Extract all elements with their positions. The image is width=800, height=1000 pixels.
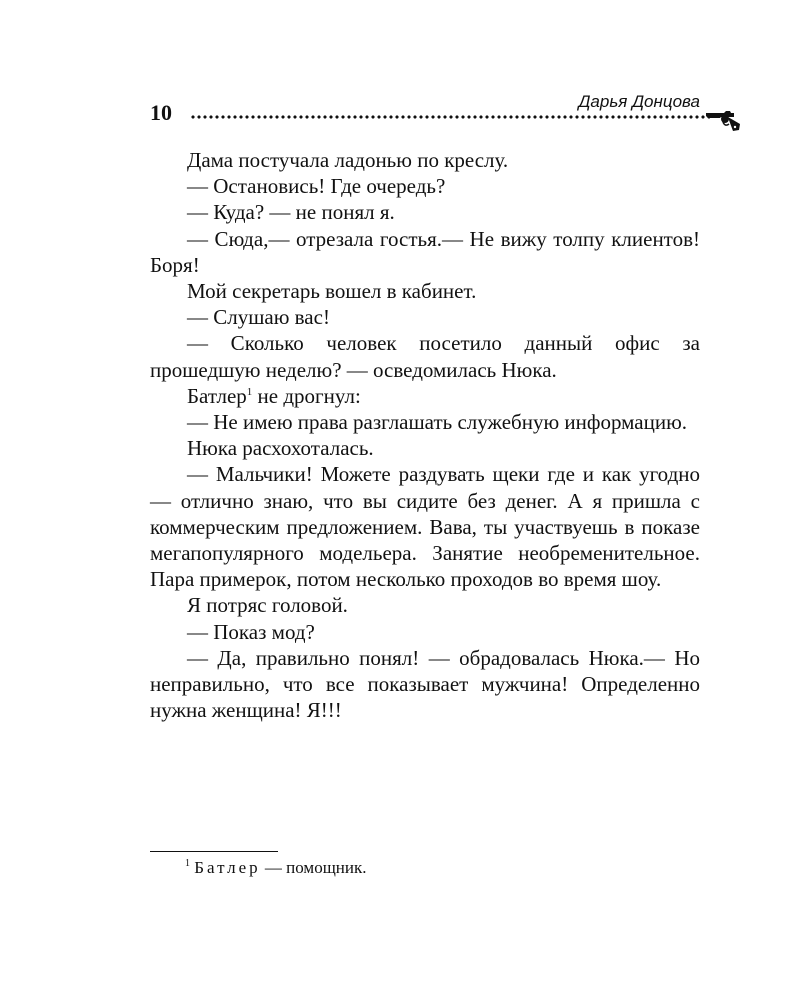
footnote-term: Батлер <box>194 858 261 877</box>
paragraph-rest: не дрогнул: <box>252 383 361 408</box>
footnote-reference: 1 <box>246 385 253 398</box>
revolver-icon <box>706 110 742 132</box>
footnote-mark: 1 <box>185 858 190 869</box>
paragraph: Мой секретарь вошел в кабинет. <box>187 279 477 304</box>
paragraph: Нюка расхохоталась. <box>187 436 374 461</box>
page-header <box>150 92 742 132</box>
paragraph: — Мальчики! Можете раздувать щеки где и как угодно — отлично знаю, что вы сидите без денег. А я пришла с коммерческим предложением. Вава, ты участвуешь в показе мегапопулярного модельера. Занятие необременительное. Пара примерок, потом несколько проходов во время шоу. <box>150 462 700 592</box>
footnote-rule <box>150 851 278 852</box>
paragraph-with-footnote-ref <box>150 383 700 409</box>
paragraph: — Не имею права разглашать служебную информацию. <box>187 410 688 435</box>
dotted-leader <box>190 115 710 119</box>
paragraph: — Сюда,— отрезала гостья.— Не вижу толпу клиентов! Боря! <box>150 226 700 277</box>
footnoted-word: Батлер <box>187 383 247 408</box>
paragraph: — Да, правильно понял! — обрадовалась Нюка.— Но неправильно, что все показывает мужчина! Определенно нужна женщина! Я!!! <box>150 645 700 723</box>
paragraph: — Куда? — не понял я. <box>187 200 395 225</box>
footnote <box>185 858 366 878</box>
footnote-definition: — помощник. <box>260 858 367 877</box>
paragraph: — Сколько человек посетило данный офис за прошедшую неделю? — осведомилась Нюка. <box>150 331 700 382</box>
paragraph: — Показ мод? <box>187 619 315 644</box>
paragraph: — Остановись! Где очередь? <box>187 174 446 199</box>
main-text <box>150 147 700 723</box>
running-head-author: Дарья Донцова <box>578 92 700 111</box>
paragraph: Я потряс головой. <box>187 593 348 618</box>
page-number: 10 <box>150 100 172 125</box>
paragraph: — Слушаю вас! <box>187 305 330 330</box>
paragraph: Дама постучала ладонью по креслу. <box>187 148 509 172</box>
